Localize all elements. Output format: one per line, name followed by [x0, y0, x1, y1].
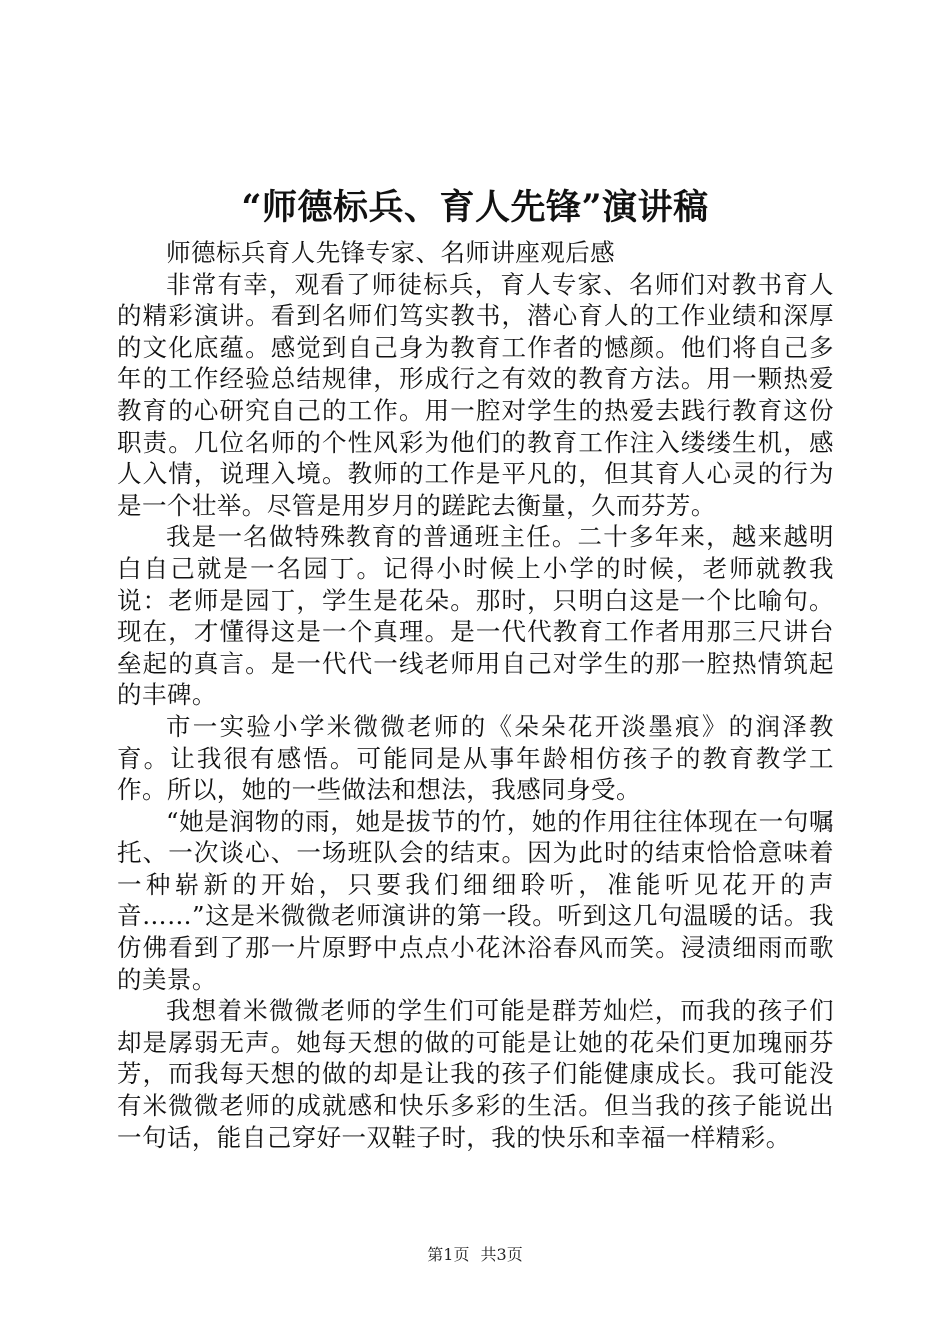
- document-subtitle: 师德标兵育人先锋专家、名师讲座观后感: [166, 238, 616, 267]
- paragraph-3: 市一实验小学米微微老师的《朵朵花开淡墨痕》的润泽教育。让我很有感悟。可能同是从事年龄相仿孩子的教育教学工作。所以，她的一些做法和想法，我感同身受。: [117, 711, 834, 805]
- page-number: 第1页: [427, 1245, 470, 1264]
- page-footer: [0, 1245, 950, 1265]
- paragraph-5: 我想着米微微老师的学生们可能是群芳灿烂，而我的孩子们却是孱弱无声。她每天想的做的可能是让她的花朵们更加瑰丽芬芳，而我每天想的做的却是让我的孩子们能健康成长。我可能没有米微微老师的成就感和快乐多彩的生活。但当我的孩子能说出一句话，能自己穿好一双鞋子时，我的快乐和幸福一样精彩。: [117, 996, 834, 1152]
- paragraph-4: “她是润物的雨，她是拔节的竹，她的作用往往体现在一句嘱托、一次谈心、一场班队会的结束。因为此时的结束恰恰意味着一种崭新的开始，只要我们细细聆听，准能听见花开的声音……”这是米微微老师演讲的第一段。听到这几句温暖的话。我仿佛看到了那一片原野中点点小花沐浴春风而笑。浸渍细雨而歌的美景。: [117, 806, 834, 994]
- document-title: “师德标兵、育人先锋”演讲稿: [241, 187, 709, 228]
- paragraph-2: 我是一名做特殊教育的普通班主任。二十多年来，越来越明白自己就是一名园丁。记得小时候上小学的时候，老师就教我说：老师是园丁，学生是花朵。那时，只明白这是一个比喻句。现在，才懂得这是一个真理。是一代代教育工作者用那三尺讲台垒起的真言。是一代代一线老师用自己对学生的那一腔热情筑起的丰碑。: [117, 522, 834, 710]
- paragraph-1: 非常有幸，观看了师徒标兵，育人专家、名师们对教书育人的精彩演讲。看到名师们笃实教书，潜心育人的工作业绩和深厚的文化底蕴。感觉到自己身为教育工作者的憾颜。他们将自己多年的工作经验总结规律，形成行之有效的教育方法。用一颗热爱教育的心研究自己的工作。用一腔对学生的热爱去践行教育这份职责。几位名师的个性风彩为他们的教育工作注入缕缕生机，感人入情，说理入境。教师的工作是平凡的，但其育人心灵的行为是一个壮举。尽管是用岁月的蹉跎去衡量，久而芬芳。: [117, 269, 834, 520]
- document-body: [117, 237, 834, 1153]
- page-total: 共3页: [480, 1245, 523, 1264]
